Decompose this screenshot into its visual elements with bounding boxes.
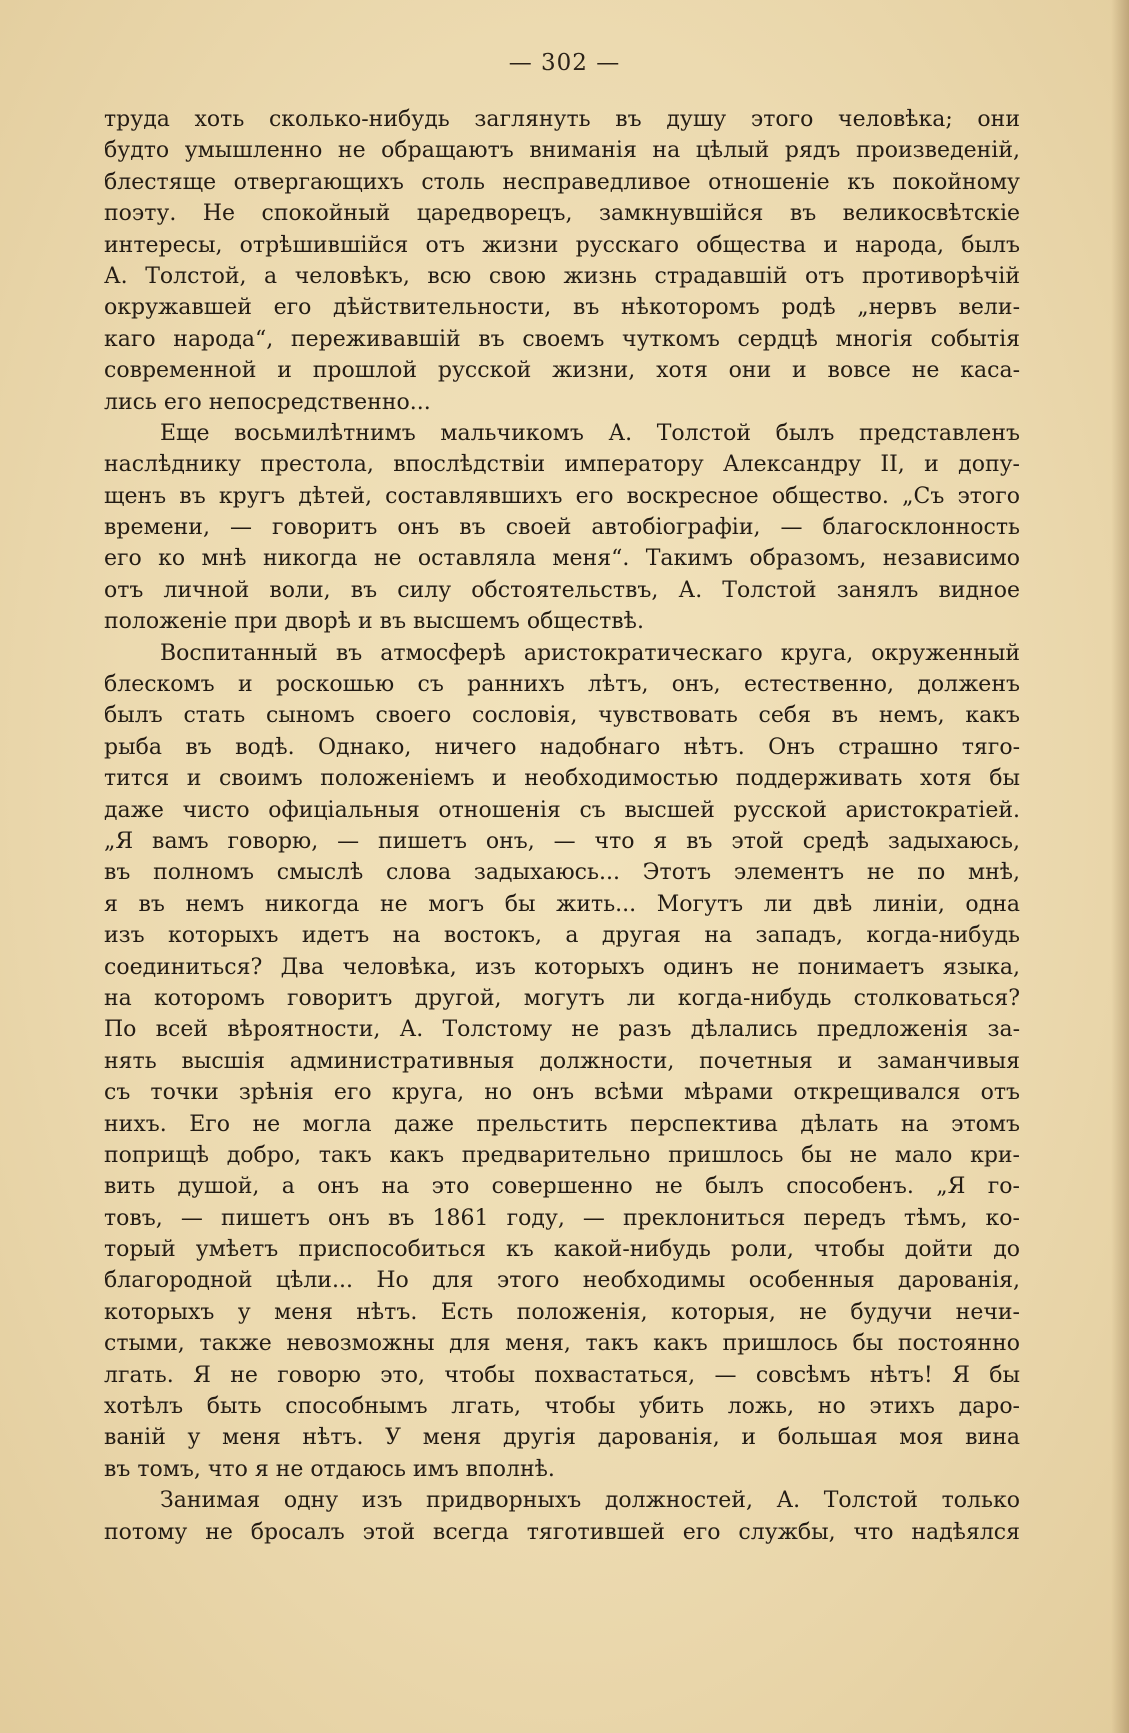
text-line bbox=[104, 449, 1020, 480]
text-line bbox=[104, 1140, 1020, 1171]
text-line bbox=[104, 230, 1020, 261]
text-line-content: въ полномъ смыслѣ слова задыхаюсь... Этотъ элементъ не по мнѣ, bbox=[104, 860, 1020, 886]
text-line-content: даже чисто офиціальныя отношенія съ высшей русской аристократіей. bbox=[104, 797, 1020, 823]
text-line bbox=[104, 795, 1020, 826]
text-line bbox=[104, 167, 1020, 198]
text-line-content: соединиться? Два человѣка, изъ которыхъ одинъ не понимаетъ языка, bbox=[104, 954, 1020, 980]
text-line bbox=[104, 543, 1020, 574]
text-line-content: хотѣлъ быть способнымъ лгать, чтобы убить ложь, но этихъ даро- bbox=[104, 1394, 1020, 1420]
text-line bbox=[104, 355, 1020, 386]
text-line bbox=[104, 198, 1020, 229]
text-line-content: поэту. Не спокойный царедворецъ, замкнувшійся въ великосвѣтскіе bbox=[104, 201, 1020, 227]
text-line bbox=[104, 1391, 1020, 1422]
page-number: — 302 — bbox=[508, 50, 621, 76]
text-line-content: изъ которыхъ идетъ на востокъ, а другая на западъ, когда-нибудь bbox=[104, 923, 1020, 949]
text-line bbox=[104, 1234, 1020, 1265]
text-line-content: современной и прошлой русской жизни, хотя они и вовсе не каса- bbox=[104, 358, 1020, 384]
text-line-content: каго народа“, переживавшій въ своемъ чуткомъ сердцѣ многія событія bbox=[104, 326, 1020, 352]
page-edge-shadow bbox=[1111, 0, 1129, 1733]
text-line-content: Занимая одну изъ придворныхъ должностей, А. Толстой только bbox=[160, 1488, 1020, 1514]
text-line bbox=[104, 135, 1020, 166]
text-line-content: окружавшей его дѣйствительности, въ нѣкоторомъ родѣ „нервъ вели- bbox=[104, 295, 1020, 321]
text-line bbox=[104, 512, 1020, 543]
text-line bbox=[104, 1454, 1020, 1485]
text-line bbox=[104, 1046, 1020, 1077]
text-line-content: будто умышленно не обращаютъ вниманія на цѣлый рядъ произведеній, bbox=[104, 138, 1020, 164]
text-line-content: ваній у меня нѣтъ. У меня другія дарованія, и большая моя вина bbox=[104, 1425, 1020, 1451]
text-line-content: А. Толстой, а человѣкъ, всю свою жизнь страдавшій отъ противорѣчій bbox=[104, 263, 1020, 289]
text-line-content: наслѣднику престола, впослѣдствіи императору Александру II, и допу- bbox=[104, 452, 1020, 478]
text-line bbox=[104, 1109, 1020, 1140]
text-line-content: съ точки зрѣнія его круга, но онъ всѣми мѣрами открещивался отъ bbox=[104, 1080, 1020, 1106]
body-text bbox=[104, 104, 1020, 1548]
text-line bbox=[104, 606, 1020, 637]
text-line bbox=[104, 638, 1020, 669]
text-line-content: на которомъ говоритъ другой, могутъ ли когда-нибудь столковаться? bbox=[104, 985, 1020, 1011]
text-line bbox=[104, 1265, 1020, 1296]
text-line bbox=[104, 1422, 1020, 1453]
text-line-content: положеніе при дворѣ и въ высшемъ обществѣ. bbox=[104, 609, 644, 635]
text-line-content: нять высшія административныя должности, почетныя и заманчивыя bbox=[104, 1048, 1020, 1074]
text-line bbox=[104, 481, 1020, 512]
text-line bbox=[104, 292, 1020, 323]
text-line bbox=[104, 104, 1020, 135]
text-line-content: стыми, также невозможны для меня, такъ какъ пришлось бы постоянно bbox=[104, 1331, 1020, 1357]
text-line-content: его ко мнѣ никогда не оставляла меня“. Такимъ образомъ, независимо bbox=[104, 546, 1020, 572]
text-line-content: По всей вѣроятности, А. Толстому не разъ дѣлались предложенія за- bbox=[104, 1017, 1020, 1043]
text-line bbox=[104, 920, 1020, 951]
text-line-content: Еще восьмилѣтнимъ мальчикомъ А. Толстой былъ представленъ bbox=[160, 420, 1020, 446]
text-line bbox=[104, 889, 1020, 920]
text-line-content: лись его непосредственно... bbox=[104, 389, 431, 415]
text-line-content: блестяще отвергающихъ столь несправедливое отношеніе къ покойному bbox=[104, 169, 1020, 195]
text-line-content: потому не бросалъ этой всегда тяготившей его службы, что надѣялся bbox=[104, 1519, 1020, 1545]
text-line bbox=[104, 732, 1020, 763]
text-line-content: я въ немъ никогда не могъ бы жить... Могутъ ли двѣ линіи, одна bbox=[104, 891, 1020, 917]
text-line-content: товъ, — пишетъ онъ въ 1861 году, — преклониться передъ тѣмъ, ко- bbox=[104, 1205, 1020, 1231]
text-line bbox=[104, 1014, 1020, 1045]
text-line-content: Воспитанный въ атмосферѣ аристократическаго круга, окруженный bbox=[160, 640, 1020, 666]
text-line-content: отъ личной воли, въ силу обстоятельствъ, А. Толстой занялъ видное bbox=[104, 577, 1020, 603]
text-line-content: вить душой, а онъ на это совершенно не былъ способенъ. „Я го- bbox=[104, 1174, 1020, 1200]
text-line bbox=[104, 857, 1020, 888]
text-line bbox=[104, 669, 1020, 700]
text-line-content: въ томъ, что я не отдаюсь имъ вполнѣ. bbox=[104, 1456, 555, 1482]
text-line-content: нихъ. Его не могла даже прельстить перспектива дѣлать на этомъ bbox=[104, 1111, 1020, 1137]
text-line bbox=[104, 763, 1020, 794]
text-line-content: благородной цѣли... Но для этого необходимы особенныя дарованія, bbox=[104, 1268, 1020, 1294]
text-line-content: интересы, отрѣшившійся отъ жизни русскаго общества и народа, былъ bbox=[104, 232, 1020, 258]
text-line-content: поприщѣ добро, такъ какъ предварительно пришлось бы не мало кри- bbox=[104, 1142, 1020, 1168]
text-line bbox=[104, 387, 1020, 418]
text-line-content: времени, — говоритъ онъ въ своей автобіографіи, — благосклонность bbox=[104, 515, 1020, 541]
text-line-content: „Я вамъ говорю, — пишетъ онъ, — что я въ этой средѣ задыхаюсь, bbox=[104, 828, 1020, 854]
text-line bbox=[104, 1077, 1020, 1108]
text-line bbox=[104, 952, 1020, 983]
text-line-content: тится и своимъ положеніемъ и необходимостью поддерживать хотя бы bbox=[104, 766, 1020, 792]
text-line bbox=[104, 1360, 1020, 1391]
text-line-content: лгать. Я не говорю это, чтобы похвастаться, — совсѣмъ нѣтъ! Я бы bbox=[104, 1362, 1020, 1388]
text-line bbox=[104, 1171, 1020, 1202]
text-line bbox=[104, 1485, 1020, 1516]
text-line bbox=[104, 700, 1020, 731]
text-line-content: труда хоть сколько-нибудь заглянуть въ душу этого человѣка; они bbox=[104, 107, 1020, 132]
text-line bbox=[104, 261, 1020, 292]
text-line bbox=[104, 983, 1020, 1014]
text-line-content: рыба въ водѣ. Однако, ничего надобнаго нѣтъ. Онъ страшно тяго- bbox=[104, 734, 1020, 760]
text-line bbox=[104, 826, 1020, 857]
text-line-content: которыхъ у меня нѣтъ. Есть положенія, которыя, не будучи нечи- bbox=[104, 1299, 1020, 1325]
text-line-content: торый умѣетъ приспособиться къ какой-нибудь роли, чтобы дойти до bbox=[104, 1237, 1020, 1263]
text-line bbox=[104, 1203, 1020, 1234]
text-line bbox=[104, 1328, 1020, 1359]
text-line-content: былъ стать сыномъ своего сословія, чувствовать себя въ немъ, какъ bbox=[104, 703, 1020, 729]
text-line bbox=[104, 575, 1020, 606]
text-line-content: щенъ въ кругъ дѣтей, составлявшихъ его воскресное общество. „Съ этого bbox=[104, 483, 1020, 509]
text-line-content: блескомъ и роскошью съ раннихъ лѣтъ, онъ, естественно, долженъ bbox=[104, 672, 1020, 698]
text-line bbox=[104, 418, 1020, 449]
text-line bbox=[104, 324, 1020, 355]
text-line bbox=[104, 1517, 1020, 1548]
text-line bbox=[104, 1297, 1020, 1328]
